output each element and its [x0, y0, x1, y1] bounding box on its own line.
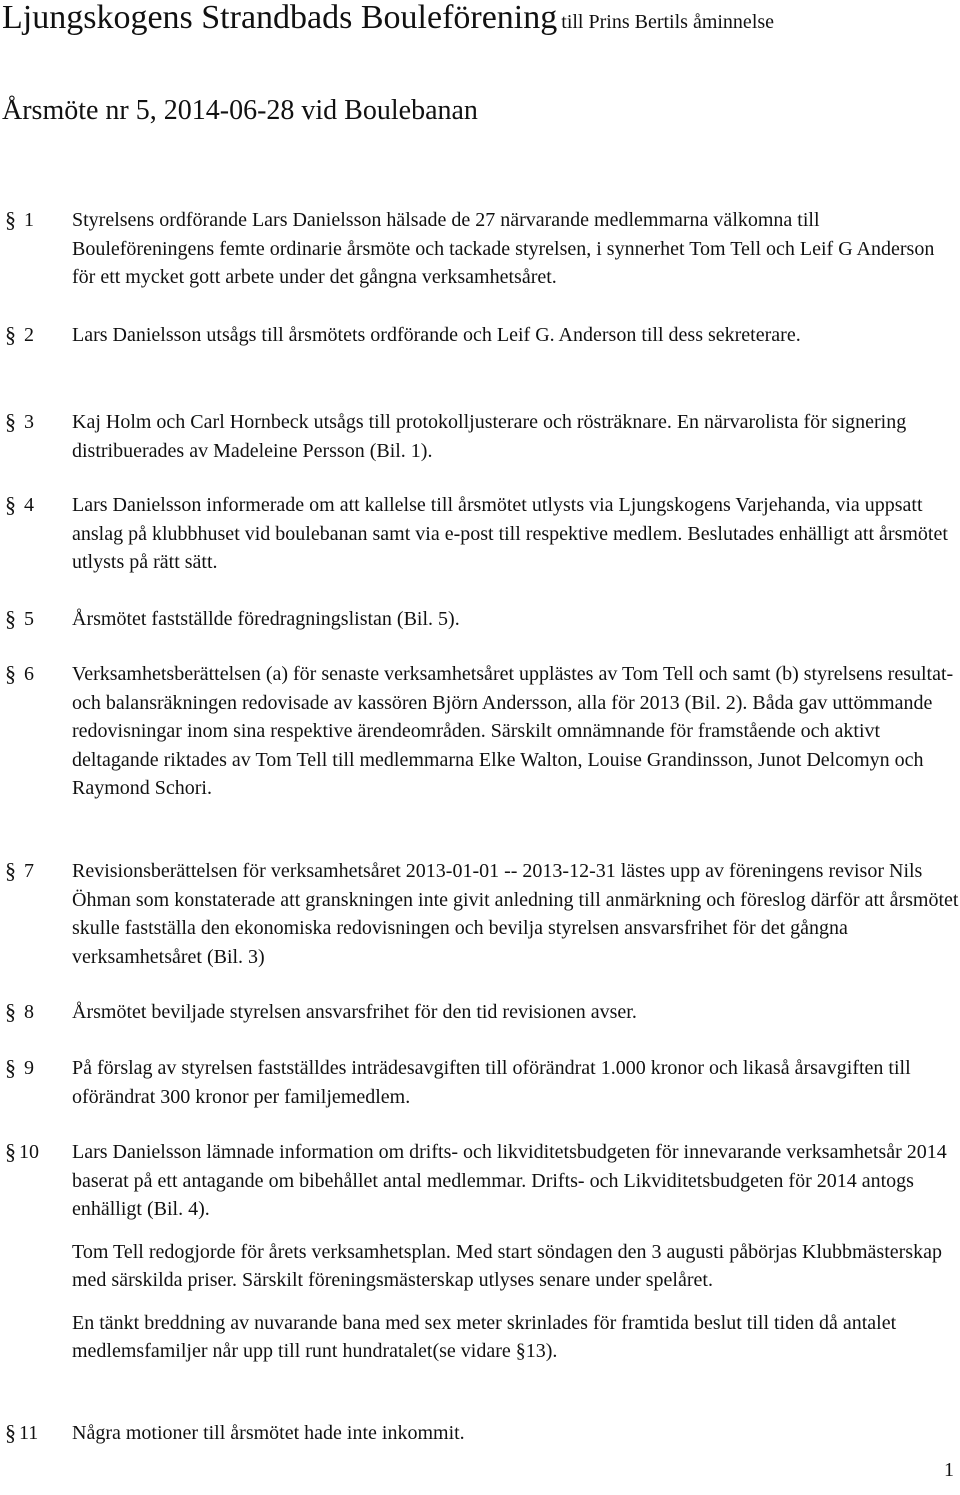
section-icon: § [5, 1139, 16, 1164]
item-text [72, 321, 960, 350]
section-icon: § [5, 1055, 16, 1080]
item-number: 2 [24, 324, 34, 346]
item-paragraph: Några motioner till årsmötet hade inte inkommit. [72, 1422, 465, 1444]
item-number: 5 [24, 608, 34, 630]
agenda-item [0, 660, 960, 803]
section-icon: § [5, 858, 16, 883]
item-number: 6 [24, 663, 34, 685]
item-paragraph: Lars Danielsson lämnade information om drifts- och likviditetsbudgeten för innevarande verksamhetsår 2014 baserat på ett antagande om bibehållet antal medlemmar. Drifts- och Likviditetsbudgeten för 2014 antogs enhälligt (Bil. 4). [72, 1141, 947, 1220]
item-number: 4 [24, 494, 34, 516]
agenda-item [0, 206, 960, 292]
item-paragraph: På förslag av styrelsen fastställdes inträdesavgiften till oförändrat 1.000 kronor och likaså årsavgiften till oförändrat 300 kronor per familjemedlem. [72, 1057, 911, 1108]
item-paragraph: Årsmötet beviljade styrelsen ansvarsfrihet för den tid revisionen avser. [72, 1001, 637, 1023]
item-text [72, 408, 960, 465]
item-text [72, 1419, 960, 1448]
item-number: 8 [24, 1001, 34, 1023]
item-number: 1 [24, 209, 34, 231]
item-paragraph: Verksamhetsberättelsen (a) för senaste verksamhetsåret upplästes av Tom Tell och samt (b) styrelsens resultat- och balansräkningen redovisade av kassören Björn Andersson, alla för 2013 (Bil. 2). Båda gav uttömmande redovisningar inom sina respektive ärendeområden. Särskilt omnämnande för framstående och aktivt deltagande riktades av Tom Tell till medlemmarna Elke Walton, Louise Grandinsson, Junot Delcomyn och Raymond Schori. [72, 663, 954, 799]
item-text [72, 660, 960, 803]
item-text [72, 857, 960, 971]
item-paragraph: Kaj Holm och Carl Hornbeck utsågs till protokolljusterare och rösträknare. En närvarolista för signering distribuerades av Madeleine Persson (Bil. 1). [72, 411, 907, 462]
item-paragraph: Styrelsens ordförande Lars Danielsson hälsade de 27 närvarande medlemmarna välkomna till Bouleföreningens femte ordinarie årsmöte och tackade styrelsen, i synnerhet Tom Tell och Leif G Anderson för ett mycket gott arbete under det gångna verksamhetsåret. [72, 209, 935, 288]
item-text [72, 605, 960, 634]
agenda-item [0, 491, 960, 577]
item-paragraph: Tom Tell redogjorde för årets verksamhetsplan. Med start söndagen den 3 augusti påbörjas Klubbmästerskap med särskilda priser. Särskilt föreningsmästerskap utlyses senare under spelåret. [72, 1240, 942, 1291]
item-paragraph: Årsmötet fastställde föredragningslistan (Bil. 5). [72, 608, 460, 630]
agenda-item [0, 1138, 960, 1366]
meeting-title: Årsmöte nr 5, 2014-06-28 vid Boulebanan [2, 95, 478, 126]
item-number: 7 [24, 860, 34, 882]
agenda-item [0, 998, 960, 1027]
item-paragraph: Lars Danielsson utsågs till årsmötets ordförande och Leif G. Anderson till dess sekreterare. [72, 324, 801, 346]
section-icon: § [5, 322, 16, 347]
agenda-item [0, 1054, 960, 1111]
agenda-item [0, 605, 960, 634]
item-paragraph: Revisionsberättelsen för verksamhetsåret 2013-01-01 -- 2013-12-31 lästes upp av föreningens revisor Nils Öhman som konstaterade att granskningen inte givit anledning till anmärkning och föreslog därför att årsmötet skulle fastställa den ekonomiska redovisningen och bevilja styrelsen ansvarsfrihet för det gångna verksamhetsåret (Bil. 3) [72, 860, 959, 968]
section-icon: § [5, 661, 16, 686]
section-icon: § [5, 1420, 16, 1445]
item-paragraph: En tänkt breddning av nuvarande bana med sex meter skrinlades för framtida beslut till tiden då antalet medlemsfamiljer når upp till runt hundratalet(se vidare §13). [72, 1311, 897, 1362]
item-text [72, 998, 960, 1027]
agenda-item [0, 408, 960, 465]
club-name: Ljungskogens Strandbads Bouleförening [2, 0, 558, 36]
section-icon: § [5, 207, 16, 232]
item-text [72, 491, 960, 577]
item-text [72, 1054, 960, 1111]
item-text [72, 1138, 960, 1366]
item-number: 3 [24, 411, 34, 433]
section-icon: § [5, 409, 16, 434]
item-number: 10 [19, 1141, 39, 1163]
agenda-item [0, 1419, 960, 1448]
item-number: 9 [24, 1057, 34, 1079]
section-icon: § [5, 492, 16, 517]
club-subtitle: till Prins Bertils åminnelse [561, 11, 775, 33]
agenda-item [0, 321, 960, 350]
page-number: 1 [944, 1459, 954, 1481]
document-header [2, 0, 774, 42]
section-icon: § [5, 606, 16, 631]
agenda-item [0, 857, 960, 971]
item-text [72, 206, 960, 292]
section-icon: § [5, 999, 16, 1024]
item-number: 11 [19, 1422, 39, 1444]
item-paragraph: Lars Danielsson informerade om att kallelse till årsmötet utlysts via Ljungskogens Varjehanda, via uppsatt anslag på klubbhuset vid boulebanan samt via e-post till respektive medlem. Beslutades enhälligt att årsmötet utlysts på rätt sätt. [72, 494, 948, 573]
